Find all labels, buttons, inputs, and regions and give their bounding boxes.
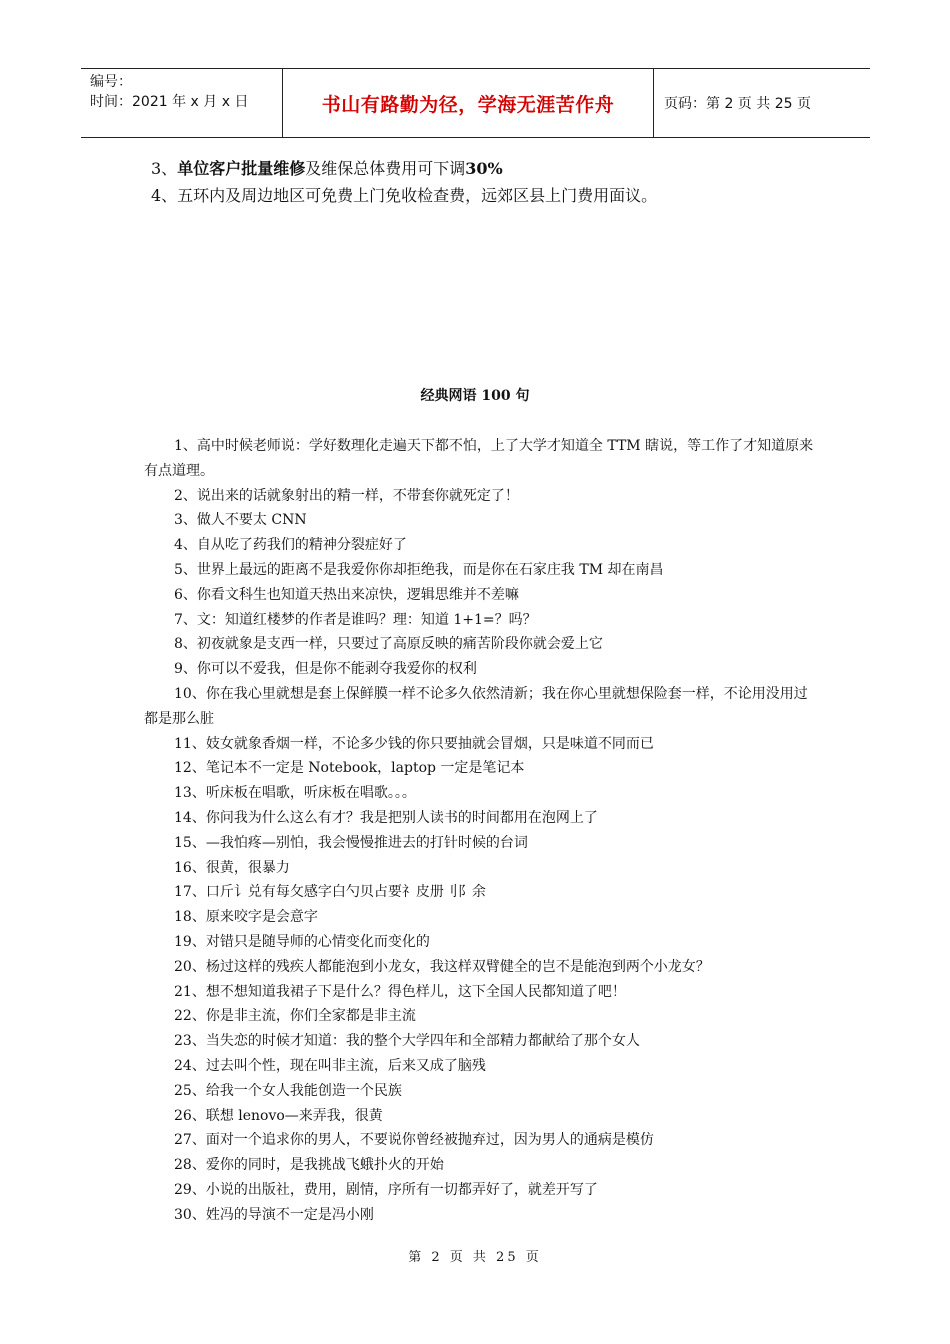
list-item: 13、听床板在唱歌，听床板在唱歌。。。 xyxy=(174,785,416,802)
intro-line-3-text: 及维保总体费用可下调 xyxy=(305,159,466,178)
list-item: 23、当失恋的时候才知道：我的整个大学四年和全部精力都献给了那个女人 xyxy=(174,1033,640,1050)
intro-line-4: 4、五环内及周边地区可免费上门免收检查费，远郊区县上门费用面议。 xyxy=(151,186,658,205)
list-item: 19、对错只是随导师的心情变化而变化的 xyxy=(174,933,430,950)
page-footer: 第 2 页 共 25 页 xyxy=(408,1250,542,1265)
list-item: 18、原来咬字是会意字 xyxy=(174,909,318,926)
list-item: 9、你可以不爱我，但是你不能剥夺我爱你的权利 xyxy=(174,661,477,678)
list-item: 30、姓冯的导演不一定是冯小刚 xyxy=(174,1206,374,1223)
code-label: 编号： xyxy=(90,74,132,90)
quote-list xyxy=(144,434,814,1228)
list-item: 3、做人不要太 CNN xyxy=(174,512,307,529)
intro-section xyxy=(151,155,851,209)
list-item: 15、—我怕疼—别怕，我会慢慢推进去的打针时候的台词 xyxy=(174,834,528,851)
list-item: 6、你看文科生也知道天热出来凉快，逻辑思维并不差嘛 xyxy=(174,586,519,603)
list-item: 12、笔记本不一定是 Notebook，laptop 一定是笔记本 xyxy=(174,760,525,777)
list-item: 25、给我一个女人我能创造一个民族 xyxy=(174,1082,402,1099)
list-item: 27、面对一个追求你的男人，不要说你曾经被抛弃过，因为男人的通病是模仿 xyxy=(174,1132,654,1149)
intro-line-3-percent: 30% xyxy=(465,159,503,178)
list-item: 2、说出来的话就象射出的精一样，不带套你就死定了！ xyxy=(174,487,519,504)
page-info: 页码：第 2 页 共 25 页 xyxy=(664,96,811,112)
list-item: 26、联想 lenovo—来弄我，很黄 xyxy=(174,1107,383,1124)
list-item: 22、你是非主流，你们全家都是非主流 xyxy=(174,1008,416,1025)
intro-line-3-bold: 单位客户批量维修 xyxy=(177,159,306,178)
intro-line-3 xyxy=(151,155,851,182)
list-item: 24、过去叫个性，现在叫非主流，后来又成了脑残 xyxy=(174,1057,486,1074)
list-item: 11、妓女就象香烟一样，不论多少钱的你只要抽就会冒烟，只是味道不同而已 xyxy=(174,735,654,752)
list-item: 21、想不想知道我裙子下是什么？得色样儿，这下全国人民都知道了吧！ xyxy=(174,983,626,1000)
header-meta xyxy=(81,69,282,137)
intro-line-3-prefix: 3、 xyxy=(151,159,178,178)
list-item: 7、文：知道红楼梦的作者是谁吗？理：知道 1+1=？吗？ xyxy=(174,611,537,628)
header-motto-cell xyxy=(282,69,654,137)
section-title: 经典网语 100 句 xyxy=(420,388,530,404)
list-item: 29、小说的出版社，费用，剧情，序所有一切都弄好了，就差开写了 xyxy=(174,1181,598,1198)
list-item: 8、初夜就象是支西一样，只要过了高原反映的痛苦阶段你就会爱上它 xyxy=(174,636,603,653)
list-item: 1、高中时候老师说：学好数理化走遍天下都不怕，上了大学才知道全 TTM 瞎说，等工作了才知道原来有点道理。 xyxy=(144,438,814,479)
motto: 书山有路勤为径，学海无涯苦作舟 xyxy=(321,93,615,116)
list-item: 20、杨过这样的残疾人都能泡到小龙女，我这样双臂健全的岂不是能泡到两个小龙女？ xyxy=(174,958,710,975)
list-item: 17、口斤讠兑有每攵感字白勺贝占要礻皮册刂阝余 xyxy=(174,884,486,901)
page-header xyxy=(81,68,870,138)
header-page-info xyxy=(654,69,870,137)
list-item: 4、自从吃了药我们的精神分裂症好了 xyxy=(174,537,407,554)
time-label: 时间：2021 年 x 月 x 日 xyxy=(90,94,249,110)
list-item: 16、很黄，很暴力 xyxy=(174,859,290,876)
list-item: 5、世界上最远的距离不是我爱你你却拒绝我，而是你在石家庄我 TM 却在南昌 xyxy=(174,561,664,578)
list-item: 10、你在我心里就想是套上保鲜膜一样不论多久依然清新；我在你心里就想保险套一样，不论用没用过都是那么脏 xyxy=(144,685,808,727)
list-item: 28、爱你的同时，是我挑战飞蛾扑火的开始 xyxy=(174,1157,444,1174)
list-item: 14、你问我为什么这么有才？我是把别人读书的时间都用在泡网上了 xyxy=(174,809,598,826)
